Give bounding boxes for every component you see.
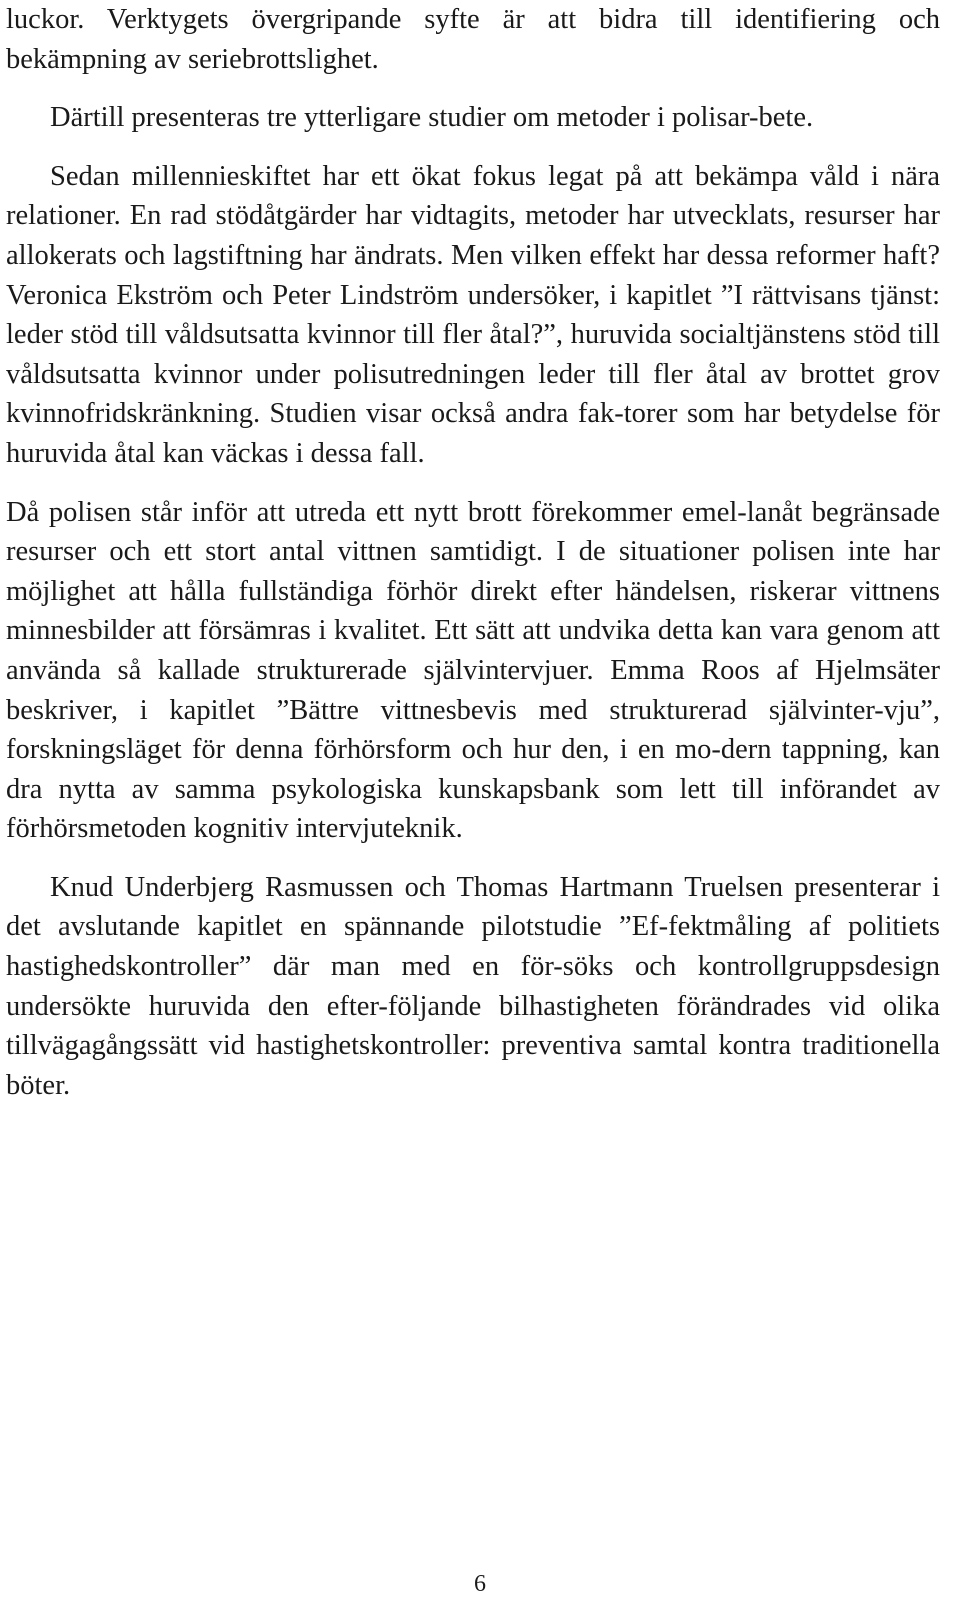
paragraph-spacer: [6, 138, 940, 157]
paragraph-spacer: [6, 79, 940, 98]
paragraph-spacer: [6, 474, 940, 493]
paragraph-additional-studies: Därtill presenteras tre ytterligare studier om metoder i polisar-bete.: [50, 102, 814, 134]
paragraph-domestic-violence: Sedan millennieskiftet har ett ökat fokus legat på att bekämpa våld i nära relationer. En rad stödåtgärder har vidtagits, metoder har utvecklats, resurser har allokerats och lagstiftning har ändrats. Men vilken effekt har dessa reformer haft? Veronica Ekström och Peter Lindström undersöker, i kapitlet ”I rättvisans tjänst: leder stöd till våldsutsatta kvinnor till fler åtal?”, huruvida socialtjänstens stöd till våldsutsatta kvinnor under polisutredningen leder till fler åtal av brottet grov kvinnofridskränkning. Studien visar också andra fak-torer som har betydelse för huruvida åtal kan väckas i dessa fall.: [6, 160, 940, 469]
paragraph-speed-controls: Knud Underbjerg Rasmussen och Thomas Hartmann Truelsen presenterar i det avslutande kapitlet en spännande pilotstudie ”Ef-fektmåling af politiets hastighedskontroller” där man med en för-söks och kontrollgruppsdesign undersökte huruvida den efter-följande bilhastigheten förändrades vid olika tillvägagångssätt vid hastighetskontroller: preventiva samtal kontra traditionella böter.: [6, 871, 940, 1101]
paragraph-continuation: luckor. Verktygets övergripande syfte är att bidra till identifiering och bekämpning av seriebrottslighet.: [6, 4, 940, 75]
paragraph-self-interviews: Då polisen står inför att utreda ett nytt brott förekommer emel-lanåt begränsade resurser och ett stort antal vittnen samtidigt. I de situationer polisen inte har möjlighet att hålla fullständiga förhör direkt efter händelsen, riskerar vittnens minnesbilder att försämras i kvalitet. Ett sätt att undvika detta kan vara genom att använda så kallade strukturerade självintervjuer. Emma Roos af Hjelmsäter beskriver, i kapitlet ”Bättre vittnesbevis med strukturerad självinter-vju”, forskningsläget för denna förhörsform och hur den, i en mo-dern tappning, kan dra nytta av samma psykologiska kunskapsbank som lett till införandet av förhörsmetoden kognitiv intervjuteknik.: [6, 496, 940, 845]
page-number: 6: [474, 1571, 486, 1597]
paragraph-spacer: [6, 849, 940, 868]
text-body: [6, 0, 940, 1105]
